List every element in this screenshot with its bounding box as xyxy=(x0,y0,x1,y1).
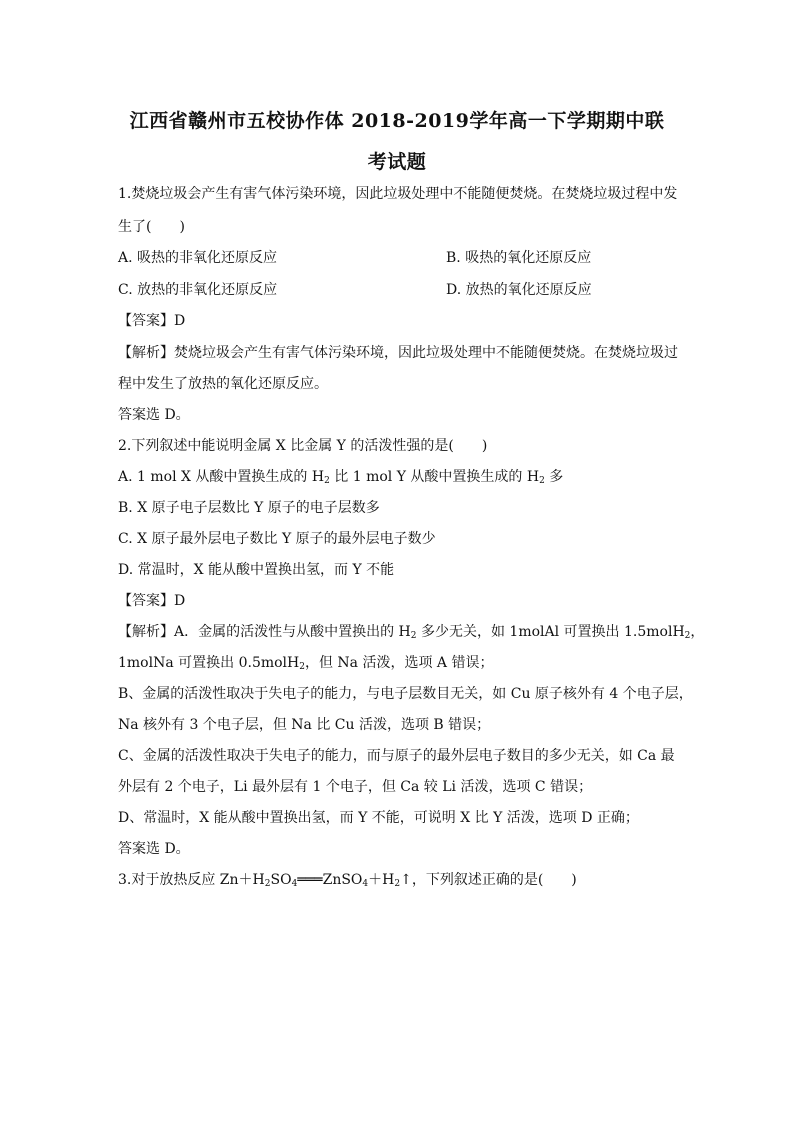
q3-subscript-1: 2 xyxy=(264,879,271,889)
q3-subscript-2: 4 xyxy=(291,879,298,889)
q2-analysis-c-line-1: C、金属的活泼性取决于失电子的能力，而与原子的最外层电子数目的多少无关，如 Ca 最 xyxy=(118,748,675,764)
q3-stem xyxy=(118,870,577,890)
q1-option-c: C. 放热的非氧化还原反应 xyxy=(118,282,278,298)
q2-analysis-a2-subscript-1: 2 xyxy=(299,662,305,672)
document-title-line-2: 考试题 xyxy=(367,151,427,173)
document-title-line-1: 江西省赣州市五校协作体 2018-2019学年高一下学期期中联 xyxy=(129,110,665,132)
q1-stem-line-1: 1.焚烧垃圾会产生有害气体污染环境，因此垃圾处理中不能随便焚烧。在焚烧垃圾过程中发 xyxy=(118,186,678,202)
q2-analysis-a1-text-3: ， xyxy=(690,624,705,640)
q1-analysis-line-1: 【解析】焚烧垃圾会产生有害气体污染环境，因此垃圾处理中不能随便焚烧。在焚烧垃圾过 xyxy=(118,345,678,361)
q2-stem: 2.下列叙述中能说明金属 X 比金属 Y 的活泼性强的是( ) xyxy=(118,438,488,454)
q2-analysis-b-line-1: B、金属的活泼性取决于失电子的能力，与电子层数目无关，如 Cu 原子核外有 4 个电子层， xyxy=(118,686,693,702)
q2-option-a xyxy=(118,467,563,487)
q2-analysis-a-line-2 xyxy=(118,653,494,673)
q3-text-2: SO xyxy=(270,872,292,888)
q2-option-a-subscript-2: 2 xyxy=(539,476,545,486)
q2-option-c: C. X 原子最外层电子数比 Y 原子的最外层电子数少 xyxy=(118,531,436,547)
q2-analysis-a1-text-1: 【解析】A．金属的活泼性与从酸中置换出的 H xyxy=(118,624,411,640)
q1-conclusion: 答案选 D。 xyxy=(118,407,190,423)
q3-subscript-3: 4 xyxy=(362,879,369,889)
q2-option-a-text-1: A. 1 mol X 从酸中置换生成的 H xyxy=(118,469,325,485)
q2-analysis-b-line-2: Na 核外有 3 个电子层，但 Na 比 Cu 活泼，选项 B 错误； xyxy=(118,717,491,733)
q2-analysis-a-line-1 xyxy=(118,622,704,642)
q2-option-a-subscript-1: 2 xyxy=(324,476,330,486)
q1-option-b: B. 吸热的氧化还原反应 xyxy=(446,250,592,266)
q2-analysis-a1-text-2: 多少无关，如 1molAl 可置换出 1.5molH xyxy=(416,624,685,640)
q3-text-4: ＋H xyxy=(368,872,395,888)
q1-option-d: D. 放热的氧化还原反应 xyxy=(446,282,592,298)
q2-analysis-d: D、常温时，X 能从酸中置换出氢，而 Y 不能，可说明 X 比 Y 活泼，选项 D 正确； xyxy=(118,810,639,826)
q2-option-d: D. 常温时，X 能从酸中置换出氢，而 Y 不能 xyxy=(118,562,395,578)
q2-option-a-text-3: 多 xyxy=(544,469,564,485)
q2-analysis-a1-subscript-2: 2 xyxy=(684,631,691,641)
q1-stem-line-2: 生了( ) xyxy=(118,219,185,235)
q3-text-1: 3.对于放热反应 Zn＋H xyxy=(118,872,265,888)
q2-analysis-a2-text-1: 1molNa 可置换出 0.5molH xyxy=(118,655,300,671)
q2-analysis-c-line-2: 外层有 2 个电子，Li 最外层有 1 个电子，但 Ca 较 Li 活泼，选项 C 错误； xyxy=(118,779,593,795)
q2-option-a-text-2: 比 1 mol Y 从酸中置换生成的 H xyxy=(329,469,540,485)
q3-text-3: ═══ZnSO xyxy=(297,872,363,888)
q1-option-a: A. 吸热的非氧化还原反应 xyxy=(118,250,278,266)
q3-subscript-4: 2 xyxy=(394,879,401,889)
q2-analysis-a1-subscript-1: 2 xyxy=(410,631,417,641)
q2-conclusion: 答案选 D。 xyxy=(118,841,190,857)
q1-analysis-line-2: 程中发生了放热的氧化还原反应。 xyxy=(118,376,328,392)
q2-option-b: B. X 原子电子层数比 Y 原子的电子层数多 xyxy=(118,500,380,516)
q1-answer: 【答案】D xyxy=(118,313,186,329)
q2-analysis-a2-text-2: ，但 Na 活泼，选项 A 错误； xyxy=(304,655,494,671)
q2-answer: 【答案】D xyxy=(118,593,186,609)
q3-text-5: ↑，下列叙述正确的是( ) xyxy=(400,872,577,888)
